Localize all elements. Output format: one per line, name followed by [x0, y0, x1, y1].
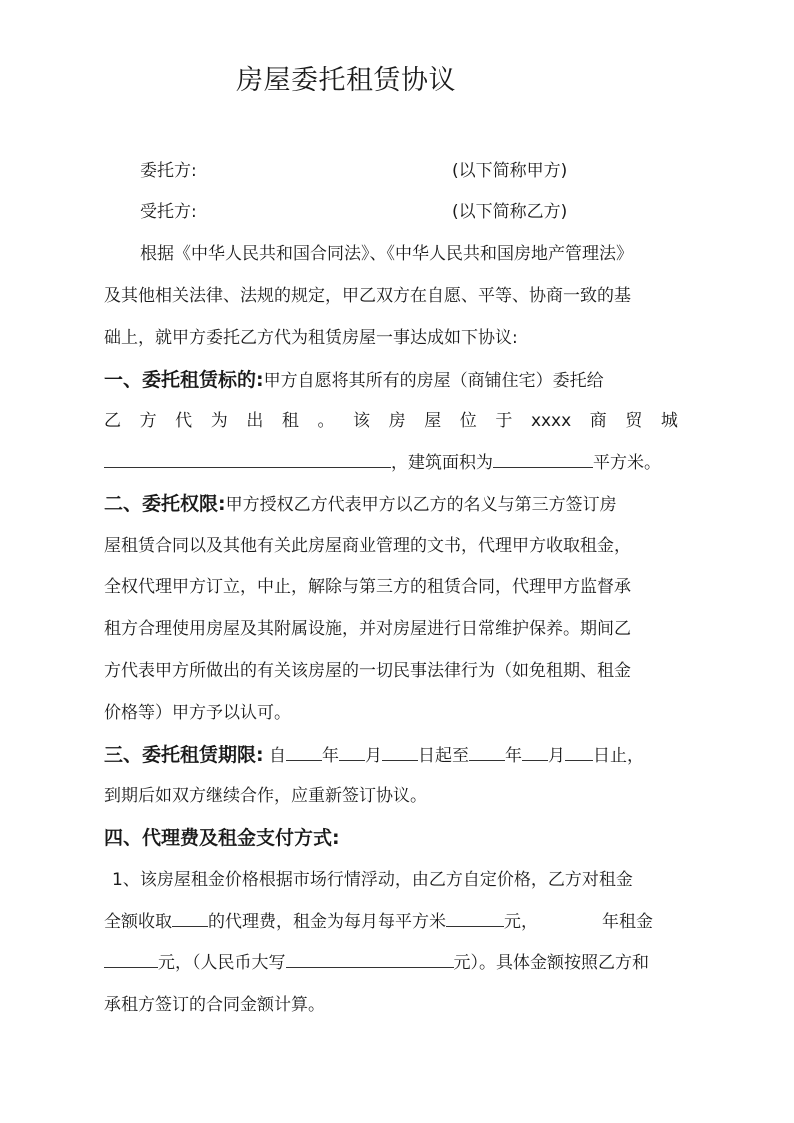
- section-3-heading: 三、委托租赁期限:: [104, 744, 264, 766]
- area-label: ，建筑面积为: [391, 453, 493, 473]
- section-3-line-1: [104, 735, 678, 775]
- section-2-text: 甲方授权乙方代表甲方以乙方的名义与第三方签订房: [225, 495, 617, 515]
- spaced-char: 屋: [424, 411, 442, 431]
- start-day-blank[interactable]: [382, 738, 418, 761]
- preamble-line-3: 础上，就甲方委托乙方代为租赁房屋一事达成如下协议:: [104, 328, 518, 348]
- to-label: 日起至: [418, 746, 470, 766]
- spaced-char: 乙: [104, 411, 121, 431]
- amount-note: 元）。具体金额按照乙方和: [453, 953, 649, 973]
- from-label: 自: [269, 746, 287, 766]
- end-month-blank[interactable]: [522, 738, 548, 761]
- start-year-blank[interactable]: [286, 738, 322, 761]
- fee-label: 全额收取: [104, 912, 172, 932]
- entrusting-party-abbr: (以下简称甲方): [452, 161, 568, 181]
- agent-party-line: [104, 192, 714, 232]
- section-1-line-2: [104, 401, 678, 441]
- section-2-line-2: 屋租赁合同以及其他有关此房屋商业管理的文书，代理甲方收取租金，: [104, 536, 631, 556]
- spaced-char: 代: [175, 411, 193, 431]
- section-2-heading: 二、委托权限:: [104, 493, 226, 515]
- spaced-char: 贸: [625, 411, 643, 431]
- document-title: 房屋委托租赁协议: [236, 65, 456, 96]
- agent-party-label: 受托方:: [140, 202, 197, 222]
- spaced-char: 城: [660, 411, 678, 431]
- end-day-blank[interactable]: [565, 738, 593, 761]
- month-label: 月: [365, 746, 383, 766]
- yuan-label: 元，: [504, 912, 538, 932]
- agent-party-abbr: (以下简称乙方): [452, 202, 568, 222]
- preamble-line-1: 根据《中华人民共和国合同法》、《中华人民共和国房地产管理法》: [140, 244, 633, 264]
- spaced-char: 出: [246, 411, 264, 431]
- rent-price-blank[interactable]: [446, 904, 504, 927]
- spaced-char: 于: [495, 411, 513, 431]
- rent-label: 的代理费，租金为每月每平方米: [208, 912, 446, 932]
- spaced-char: 位: [459, 411, 477, 431]
- spaced-char: 房: [388, 411, 406, 431]
- address-blank[interactable]: [104, 445, 391, 468]
- section-2-line-4: 租方合理使用房屋及其附属设施，并对房屋进行日常维护保养。期间乙: [104, 619, 631, 639]
- spaced-char: 为: [210, 411, 228, 431]
- area-blank[interactable]: [493, 445, 593, 468]
- end-label: 日止，: [593, 746, 645, 766]
- year-label: 年: [505, 746, 523, 766]
- end-year-blank[interactable]: [469, 738, 505, 761]
- section-4-line-1: 1、该房屋租金价格根据市场行情浮动，由乙方自定价格，乙方对租金: [112, 870, 633, 890]
- section-2-line-3: 全权代理甲方订立，中止，解除与第三方的租赁合同，代理甲方监督承: [104, 577, 631, 597]
- spaced-char: 租: [281, 411, 299, 431]
- section-4-line-4: 承租方签订的合同金额计算。: [104, 995, 325, 1015]
- entrusting-party-label: 委托方:: [140, 161, 197, 181]
- preamble-line-2: 及其他相关法律、法规的规定，甲乙双方在自愿、平等、协商一致的基: [104, 286, 631, 306]
- section-2-line-6: 价格等）甲方予以认可。: [104, 703, 291, 723]
- annual-rent-label: 年租金: [602, 912, 653, 932]
- rmb-uppercase-blank[interactable]: [286, 945, 454, 968]
- section-4-line-3: [104, 943, 678, 983]
- section-1-text: 甲方自愿将其所有的房屋（商铺住宅）委托给: [263, 371, 604, 391]
- spaced-char: 该: [353, 411, 371, 431]
- section-1-line-1: [104, 360, 678, 400]
- start-month-blank[interactable]: [339, 738, 365, 761]
- spaced-char: 方: [139, 411, 157, 431]
- rmb-uppercase-label: 元，（人民币大写: [158, 953, 286, 973]
- section-4-heading: 四、代理费及租金支付方式:: [104, 827, 340, 849]
- annual-rent-blank[interactable]: [104, 945, 158, 968]
- section-1-line-3: [104, 443, 678, 483]
- section-4-heading-line: [104, 818, 678, 858]
- section-3-line-2: 到期后如双方继续合作，应重新签订协议。: [104, 786, 427, 806]
- area-unit: 平方米。: [593, 453, 661, 473]
- fee-blank[interactable]: [172, 904, 208, 927]
- spaced-char: 。: [317, 411, 335, 431]
- spaced-char: 商: [589, 411, 607, 431]
- year-label: 年: [322, 746, 340, 766]
- section-2-line-5: 方代表甲方所做出的有关该房屋的一切民事法律行为（如免租期、租金: [104, 661, 631, 681]
- section-4-line-2: [104, 902, 678, 942]
- section-1-heading: 一、委托租赁标的:: [104, 369, 264, 391]
- month-label: 月: [548, 746, 566, 766]
- entrusting-party-line: [104, 151, 714, 191]
- mall-name-placeholder: xxxx: [530, 411, 572, 431]
- section-2-line-1: [104, 484, 678, 524]
